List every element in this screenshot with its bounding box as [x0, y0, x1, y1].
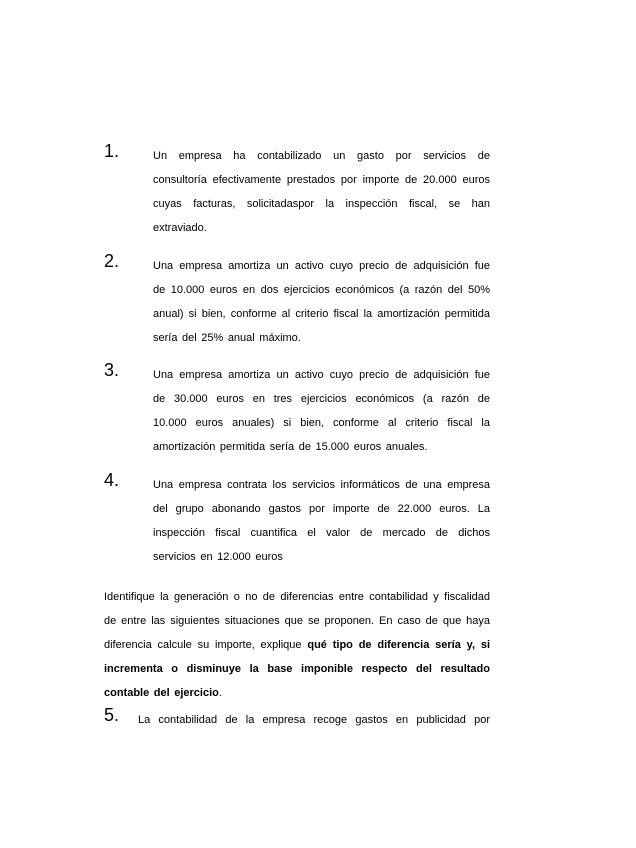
- item-text: Una empresa contrata los servicios informáticos de una empresa del grupo abonando gastos por importe de 22.000 euros. La inspección fiscal cuantifica el valor de mercado de dichos servicios en 12.000 euros: [153, 479, 490, 563]
- item-number: 5.: [104, 705, 120, 725]
- item-number: 2.: [104, 251, 120, 271]
- instructions-emphasis: qué tipo de diferencia sería y, si incrementa o disminuye la base imponible respecto del resultado contable del ejercicio: [104, 639, 491, 699]
- item-text: Una empresa amortiza un activo cuyo precio de adquisición fue de 30.000 euros en tres ejercicios económicos (a razón de 10.000 euros anuales) si bien, conforme al criterio fiscal la amortización permitida sería de 15.000 euros anuales.: [153, 369, 490, 453]
- item-number: 4.: [104, 470, 120, 490]
- item-number: 1.: [104, 141, 120, 161]
- list-item-2: [104, 251, 490, 350]
- list-item-3: [104, 360, 490, 459]
- list-item-4: [104, 470, 490, 569]
- instructions-paragraph: [104, 585, 490, 705]
- item-number: 3.: [104, 360, 120, 380]
- instructions-end: .: [218, 687, 222, 699]
- item-text: Una empresa amortiza un activo cuyo precio de adquisición fue de 10.000 euros en dos ejercicios económicos (a razón del 50% anual) si bien, conforme al criterio fiscal la amortización permitida sería del 25% anual máximo.: [153, 260, 490, 344]
- list-item-5: [104, 705, 490, 732]
- item-text: Un empresa ha contabilizado un gasto por servicios de consultoría efectivamente prestados por importe de 20.000 euros cuyas facturas, solicitadaspor la inspección fiscal, se han extraviado.: [153, 150, 490, 234]
- list-item-1: [104, 141, 490, 240]
- instructions-text: Identifique la generación o no de diferencias entre contabilidad y fiscalidad de entre las siguientes situaciones que se proponen. En caso de que haya diferencia calcule su importe, explique: [104, 591, 490, 651]
- item-text: La contabilidad de la empresa recoge gastos en publicidad por: [138, 714, 490, 726]
